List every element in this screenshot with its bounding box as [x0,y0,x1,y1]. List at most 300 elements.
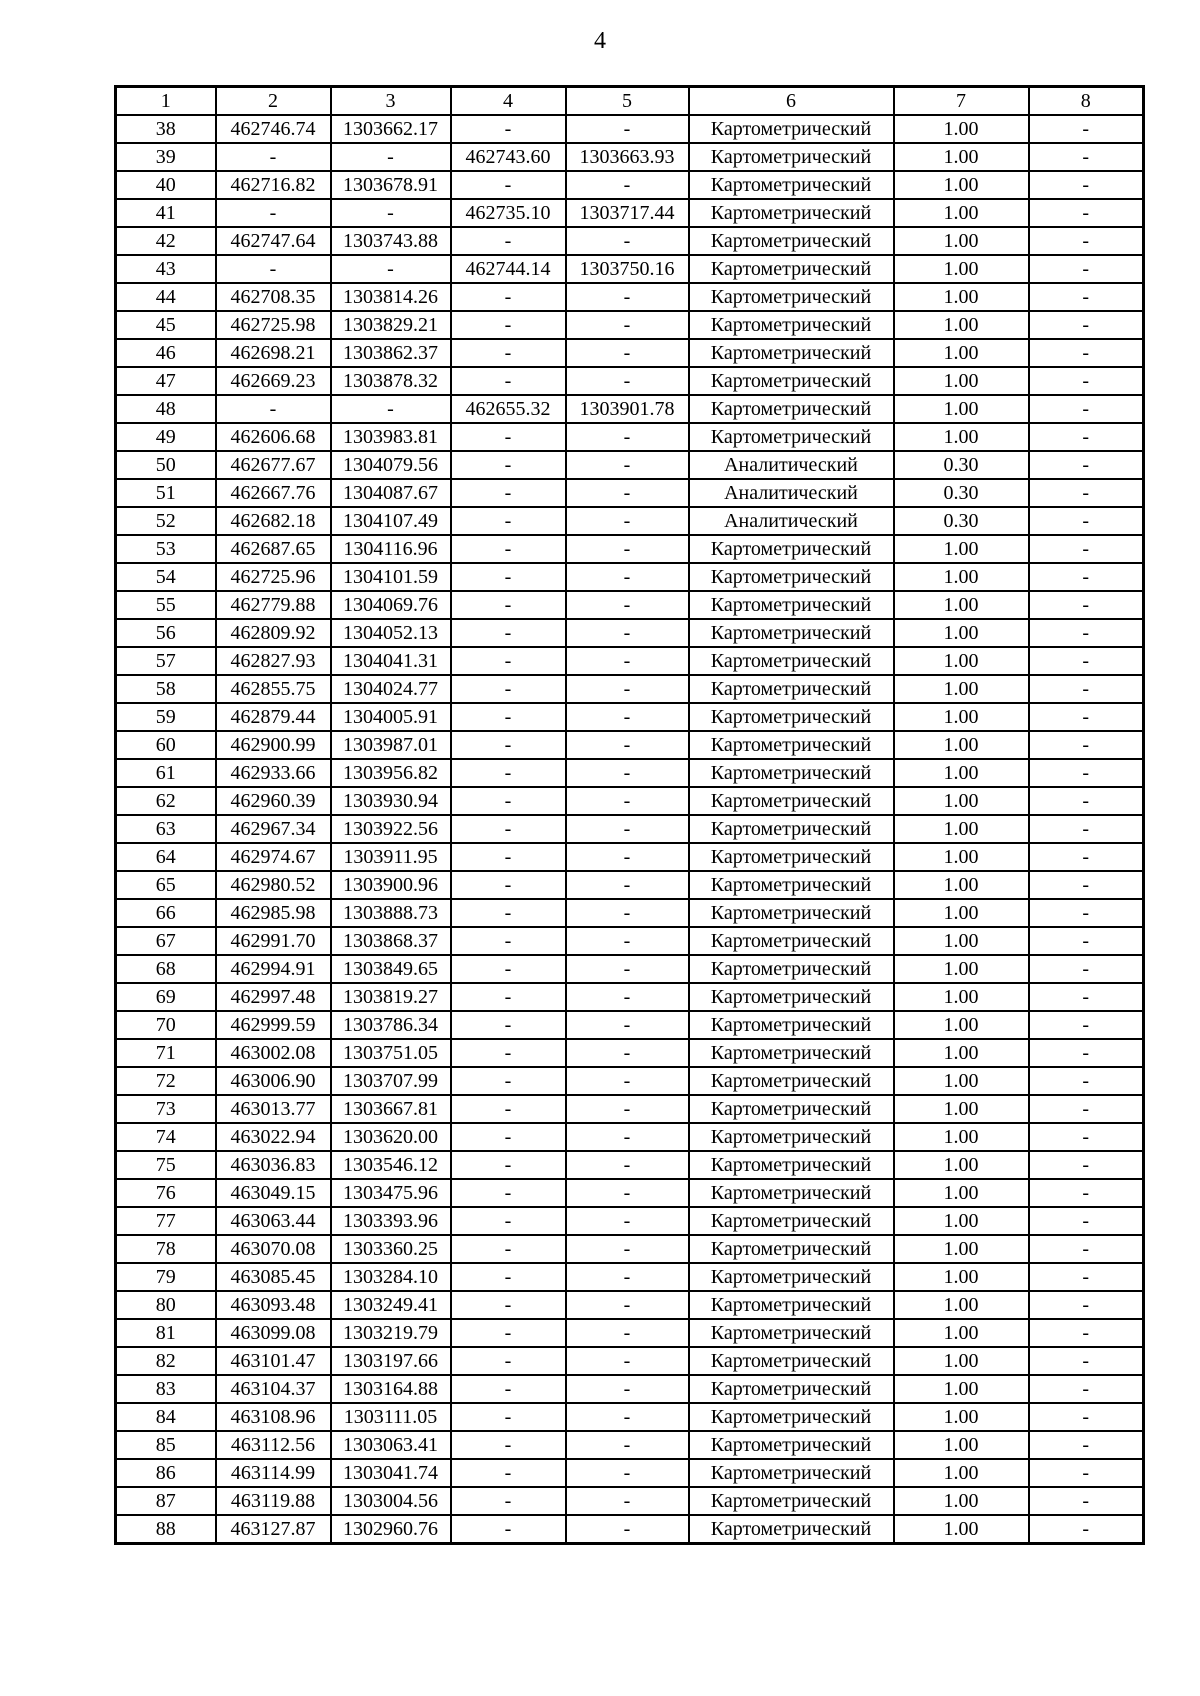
x-coordinate-cell: 462606.68 [216,423,331,451]
x-coordinate-cell: 462900.99 [216,731,331,759]
x-coordinate-cell: 462933.66 [216,759,331,787]
accuracy-cell: 1.00 [894,647,1029,675]
x-coordinate-cell: 462809.92 [216,619,331,647]
table-row [116,1011,1144,1039]
new-y-coordinate-cell: - [566,591,689,619]
new-y-coordinate-cell: - [566,1515,689,1544]
table-row [116,143,1144,171]
accuracy-cell: 1.00 [894,1319,1029,1347]
method-cell: Картометрический [689,535,894,563]
new-y-coordinate-cell: - [566,1067,689,1095]
table-row [116,1291,1144,1319]
method-cell: Картометрический [689,1515,894,1544]
accuracy-cell: 0.30 [894,507,1029,535]
point-number-cell: 81 [116,1319,216,1347]
new-y-coordinate-cell: 1303750.16 [566,255,689,283]
new-x-coordinate-cell: - [451,955,566,983]
table-row [116,1515,1144,1544]
point-number-cell: 57 [116,647,216,675]
point-number-cell: 71 [116,1039,216,1067]
note-cell: - [1029,1291,1144,1319]
y-coordinate-cell: 1303849.65 [331,955,451,983]
method-cell: Картометрический [689,1095,894,1123]
accuracy-cell: 1.00 [894,311,1029,339]
method-cell: Картометрический [689,1263,894,1291]
method-cell: Картометрический [689,647,894,675]
x-coordinate-cell: 462980.52 [216,871,331,899]
new-x-coordinate-cell: - [451,731,566,759]
new-y-coordinate-cell: - [566,1375,689,1403]
method-cell: Картометрический [689,759,894,787]
new-y-coordinate-cell: - [566,1319,689,1347]
note-cell: - [1029,255,1144,283]
y-coordinate-cell: 1303111.05 [331,1403,451,1431]
note-cell: - [1029,1207,1144,1235]
point-number-cell: 88 [116,1515,216,1544]
note-cell: - [1029,507,1144,535]
accuracy-cell: 1.00 [894,1347,1029,1375]
method-cell: Картометрический [689,1151,894,1179]
note-cell: - [1029,843,1144,871]
table-row [116,1235,1144,1263]
new-y-coordinate-cell: - [566,1347,689,1375]
point-number-cell: 77 [116,1207,216,1235]
new-x-coordinate-cell: - [451,1291,566,1319]
y-coordinate-cell: - [331,143,451,171]
new-y-coordinate-cell: - [566,227,689,255]
accuracy-cell: 0.30 [894,451,1029,479]
method-cell: Картометрический [689,927,894,955]
header-cell: 1 [116,87,216,116]
new-x-coordinate-cell: - [451,647,566,675]
note-cell: - [1029,395,1144,423]
x-coordinate-cell: 463022.94 [216,1123,331,1151]
note-cell: - [1029,1347,1144,1375]
x-coordinate-cell: 462779.88 [216,591,331,619]
note-cell: - [1029,1319,1144,1347]
note-cell: - [1029,367,1144,395]
y-coordinate-cell: 1303063.41 [331,1431,451,1459]
new-x-coordinate-cell: - [451,1123,566,1151]
table-row [116,311,1144,339]
accuracy-cell: 0.30 [894,479,1029,507]
header-row [116,87,1144,116]
new-x-coordinate-cell: - [451,115,566,143]
y-coordinate-cell: - [331,395,451,423]
new-x-coordinate-cell: - [451,423,566,451]
accuracy-cell: 1.00 [894,1375,1029,1403]
table-row [116,1179,1144,1207]
accuracy-cell: 1.00 [894,535,1029,563]
new-x-coordinate-cell: - [451,899,566,927]
method-cell: Картометрический [689,115,894,143]
x-coordinate-cell: 463093.48 [216,1291,331,1319]
new-x-coordinate-cell: - [451,1095,566,1123]
new-y-coordinate-cell: - [566,955,689,983]
accuracy-cell: 1.00 [894,591,1029,619]
accuracy-cell: 1.00 [894,1263,1029,1291]
method-cell: Картометрический [689,591,894,619]
accuracy-cell: 1.00 [894,899,1029,927]
new-x-coordinate-cell: - [451,507,566,535]
new-x-coordinate-cell: - [451,1263,566,1291]
new-x-coordinate-cell: - [451,703,566,731]
new-y-coordinate-cell: - [566,1039,689,1067]
point-number-cell: 42 [116,227,216,255]
y-coordinate-cell: 1303249.41 [331,1291,451,1319]
accuracy-cell: 1.00 [894,367,1029,395]
method-cell: Картометрический [689,1459,894,1487]
point-number-cell: 69 [116,983,216,1011]
note-cell: - [1029,647,1144,675]
accuracy-cell: 1.00 [894,1235,1029,1263]
y-coordinate-cell: 1303743.88 [331,227,451,255]
point-number-cell: 80 [116,1291,216,1319]
note-cell: - [1029,479,1144,507]
point-number-cell: 75 [116,1151,216,1179]
new-y-coordinate-cell: - [566,815,689,843]
table-row [116,1123,1144,1151]
new-y-coordinate-cell: - [566,535,689,563]
method-cell: Картометрический [689,1207,894,1235]
point-number-cell: 50 [116,451,216,479]
table-row [116,1039,1144,1067]
y-coordinate-cell: 1304116.96 [331,535,451,563]
new-y-coordinate-cell: - [566,423,689,451]
method-cell: Картометрический [689,1319,894,1347]
table-row [116,1403,1144,1431]
note-cell: - [1029,1179,1144,1207]
point-number-cell: 49 [116,423,216,451]
y-coordinate-cell: 1303284.10 [331,1263,451,1291]
new-x-coordinate-cell: - [451,675,566,703]
y-coordinate-cell: 1303041.74 [331,1459,451,1487]
x-coordinate-cell: 463127.87 [216,1515,331,1544]
point-number-cell: 60 [116,731,216,759]
point-number-cell: 72 [116,1067,216,1095]
note-cell: - [1029,871,1144,899]
point-number-cell: 51 [116,479,216,507]
method-cell: Картометрический [689,227,894,255]
point-number-cell: 56 [116,619,216,647]
method-cell: Картометрический [689,899,894,927]
table-row [116,927,1144,955]
note-cell: - [1029,1151,1144,1179]
point-number-cell: 74 [116,1123,216,1151]
x-coordinate-cell: 463063.44 [216,1207,331,1235]
new-y-coordinate-cell: - [566,843,689,871]
method-cell: Картометрический [689,339,894,367]
point-number-cell: 84 [116,1403,216,1431]
accuracy-cell: 1.00 [894,927,1029,955]
point-number-cell: 48 [116,395,216,423]
new-x-coordinate-cell: - [451,1459,566,1487]
point-number-cell: 76 [116,1179,216,1207]
new-x-coordinate-cell: - [451,1515,566,1544]
point-number-cell: 46 [116,339,216,367]
new-x-coordinate-cell: - [451,367,566,395]
y-coordinate-cell: 1303219.79 [331,1319,451,1347]
point-number-cell: 62 [116,787,216,815]
table-row [116,619,1144,647]
y-coordinate-cell: 1304005.91 [331,703,451,731]
method-cell: Картометрический [689,171,894,199]
y-coordinate-cell: - [331,199,451,227]
method-cell: Картометрический [689,815,894,843]
x-coordinate-cell: 462974.67 [216,843,331,871]
table-row [116,535,1144,563]
method-cell: Картометрический [689,1291,894,1319]
new-y-coordinate-cell: 1303663.93 [566,143,689,171]
new-x-coordinate-cell: - [451,1151,566,1179]
note-cell: - [1029,899,1144,927]
accuracy-cell: 1.00 [894,619,1029,647]
accuracy-cell: 1.00 [894,1179,1029,1207]
point-number-cell: 63 [116,815,216,843]
note-cell: - [1029,563,1144,591]
y-coordinate-cell: 1304024.77 [331,675,451,703]
header-cell: 8 [1029,87,1144,116]
note-cell: - [1029,535,1144,563]
point-number-cell: 70 [116,1011,216,1039]
y-coordinate-cell: 1303888.73 [331,899,451,927]
x-coordinate-cell: 462667.76 [216,479,331,507]
new-y-coordinate-cell: - [566,1263,689,1291]
new-x-coordinate-cell: 462735.10 [451,199,566,227]
point-number-cell: 85 [116,1431,216,1459]
table-row [116,1459,1144,1487]
new-x-coordinate-cell: - [451,927,566,955]
point-number-cell: 55 [116,591,216,619]
new-y-coordinate-cell: - [566,675,689,703]
note-cell: - [1029,1235,1144,1263]
accuracy-cell: 1.00 [894,199,1029,227]
header-cell: 5 [566,87,689,116]
header-cell: 2 [216,87,331,116]
table-row [116,395,1144,423]
point-number-cell: 59 [116,703,216,731]
y-coordinate-cell: 1303546.12 [331,1151,451,1179]
note-cell: - [1029,1011,1144,1039]
note-cell: - [1029,703,1144,731]
accuracy-cell: 1.00 [894,983,1029,1011]
y-coordinate-cell: 1303922.56 [331,815,451,843]
x-coordinate-cell: 463114.99 [216,1459,331,1487]
accuracy-cell: 1.00 [894,1011,1029,1039]
new-y-coordinate-cell: - [566,703,689,731]
y-coordinate-cell: 1303393.96 [331,1207,451,1235]
method-cell: Аналитический [689,479,894,507]
new-y-coordinate-cell: - [566,983,689,1011]
x-coordinate-cell: 463070.08 [216,1235,331,1263]
header-cell: 6 [689,87,894,116]
x-coordinate-cell: 463036.83 [216,1151,331,1179]
table-row [116,479,1144,507]
method-cell: Картометрический [689,563,894,591]
new-x-coordinate-cell: - [451,1179,566,1207]
table-row [116,283,1144,311]
new-x-coordinate-cell: - [451,1207,566,1235]
method-cell: Картометрический [689,787,894,815]
note-cell: - [1029,1375,1144,1403]
table-row [116,255,1144,283]
y-coordinate-cell: 1304107.49 [331,507,451,535]
x-coordinate-cell: 462746.74 [216,115,331,143]
accuracy-cell: 1.00 [894,843,1029,871]
accuracy-cell: 1.00 [894,1487,1029,1515]
new-y-coordinate-cell: - [566,451,689,479]
note-cell: - [1029,115,1144,143]
point-number-cell: 87 [116,1487,216,1515]
note-cell: - [1029,983,1144,1011]
accuracy-cell: 1.00 [894,815,1029,843]
y-coordinate-cell: 1304052.13 [331,619,451,647]
note-cell: - [1029,731,1144,759]
new-y-coordinate-cell: - [566,479,689,507]
point-number-cell: 61 [116,759,216,787]
new-y-coordinate-cell: - [566,1487,689,1515]
y-coordinate-cell: 1303751.05 [331,1039,451,1067]
table-row [116,899,1144,927]
y-coordinate-cell: 1303164.88 [331,1375,451,1403]
new-y-coordinate-cell: - [566,899,689,927]
new-x-coordinate-cell: - [451,171,566,199]
method-cell: Картометрический [689,367,894,395]
note-cell: - [1029,283,1144,311]
table-row [116,115,1144,143]
table-row [116,1431,1144,1459]
y-coordinate-cell: 1303814.26 [331,283,451,311]
new-y-coordinate-cell: - [566,1235,689,1263]
x-coordinate-cell: - [216,395,331,423]
method-cell: Картометрический [689,871,894,899]
new-x-coordinate-cell: - [451,1235,566,1263]
note-cell: - [1029,1263,1144,1291]
x-coordinate-cell: 462855.75 [216,675,331,703]
y-coordinate-cell: 1303667.81 [331,1095,451,1123]
new-y-coordinate-cell: - [566,759,689,787]
accuracy-cell: 1.00 [894,563,1029,591]
table-row [116,787,1144,815]
new-x-coordinate-cell: - [451,1375,566,1403]
new-y-coordinate-cell: - [566,311,689,339]
method-cell: Аналитический [689,451,894,479]
table-row [116,563,1144,591]
table-row [116,983,1144,1011]
new-y-coordinate-cell: - [566,507,689,535]
method-cell: Картометрический [689,1403,894,1431]
new-y-coordinate-cell: - [566,871,689,899]
new-x-coordinate-cell: - [451,759,566,787]
header-cell: 3 [331,87,451,116]
x-coordinate-cell: 462999.59 [216,1011,331,1039]
accuracy-cell: 1.00 [894,395,1029,423]
note-cell: - [1029,423,1144,451]
accuracy-cell: 1.00 [894,1123,1029,1151]
new-y-coordinate-cell: - [566,339,689,367]
point-number-cell: 64 [116,843,216,871]
new-y-coordinate-cell: - [566,1151,689,1179]
accuracy-cell: 1.00 [894,871,1029,899]
x-coordinate-cell: 462708.35 [216,283,331,311]
table-row [116,955,1144,983]
x-coordinate-cell: 462994.91 [216,955,331,983]
method-cell: Аналитический [689,507,894,535]
new-x-coordinate-cell: - [451,227,566,255]
method-cell: Картометрический [689,199,894,227]
accuracy-cell: 1.00 [894,1459,1029,1487]
y-coordinate-cell: 1303878.32 [331,367,451,395]
new-x-coordinate-cell: - [451,1067,566,1095]
table-row [116,871,1144,899]
accuracy-cell: 1.00 [894,143,1029,171]
point-number-cell: 41 [116,199,216,227]
table-row [116,759,1144,787]
x-coordinate-cell: 463013.77 [216,1095,331,1123]
table-row [116,1347,1144,1375]
point-number-cell: 73 [116,1095,216,1123]
new-x-coordinate-cell: - [451,451,566,479]
method-cell: Картометрический [689,675,894,703]
new-y-coordinate-cell: - [566,283,689,311]
x-coordinate-cell: 462960.39 [216,787,331,815]
coordinates-table [114,85,1145,1545]
header-cell: 7 [894,87,1029,116]
note-cell: - [1029,1039,1144,1067]
y-coordinate-cell: 1303900.96 [331,871,451,899]
new-x-coordinate-cell: - [451,535,566,563]
method-cell: Картометрический [689,143,894,171]
new-y-coordinate-cell: 1303717.44 [566,199,689,227]
table-row [116,591,1144,619]
table-row [116,675,1144,703]
new-x-coordinate-cell: - [451,1487,566,1515]
point-number-cell: 86 [116,1459,216,1487]
x-coordinate-cell: 462687.65 [216,535,331,563]
accuracy-cell: 1.00 [894,1095,1029,1123]
accuracy-cell: 1.00 [894,675,1029,703]
x-coordinate-cell: 462827.93 [216,647,331,675]
point-number-cell: 53 [116,535,216,563]
method-cell: Картометрический [689,1347,894,1375]
new-x-coordinate-cell: - [451,843,566,871]
point-number-cell: 40 [116,171,216,199]
accuracy-cell: 1.00 [894,1403,1029,1431]
accuracy-cell: 1.00 [894,339,1029,367]
new-y-coordinate-cell: - [566,731,689,759]
accuracy-cell: 1.00 [894,171,1029,199]
new-y-coordinate-cell: - [566,1095,689,1123]
x-coordinate-cell: 462725.96 [216,563,331,591]
new-x-coordinate-cell: - [451,1039,566,1067]
point-number-cell: 45 [116,311,216,339]
new-x-coordinate-cell: - [451,563,566,591]
x-coordinate-cell: 463049.15 [216,1179,331,1207]
x-coordinate-cell: 463085.45 [216,1263,331,1291]
x-coordinate-cell: 463112.56 [216,1431,331,1459]
y-coordinate-cell: 1303911.95 [331,843,451,871]
point-number-cell: 66 [116,899,216,927]
table-row [116,1487,1144,1515]
x-coordinate-cell: 463108.96 [216,1403,331,1431]
y-coordinate-cell: 1303786.34 [331,1011,451,1039]
accuracy-cell: 1.00 [894,1515,1029,1544]
new-x-coordinate-cell: - [451,983,566,1011]
table-row [116,1151,1144,1179]
method-cell: Картометрический [689,255,894,283]
accuracy-cell: 1.00 [894,1067,1029,1095]
accuracy-cell: 1.00 [894,283,1029,311]
